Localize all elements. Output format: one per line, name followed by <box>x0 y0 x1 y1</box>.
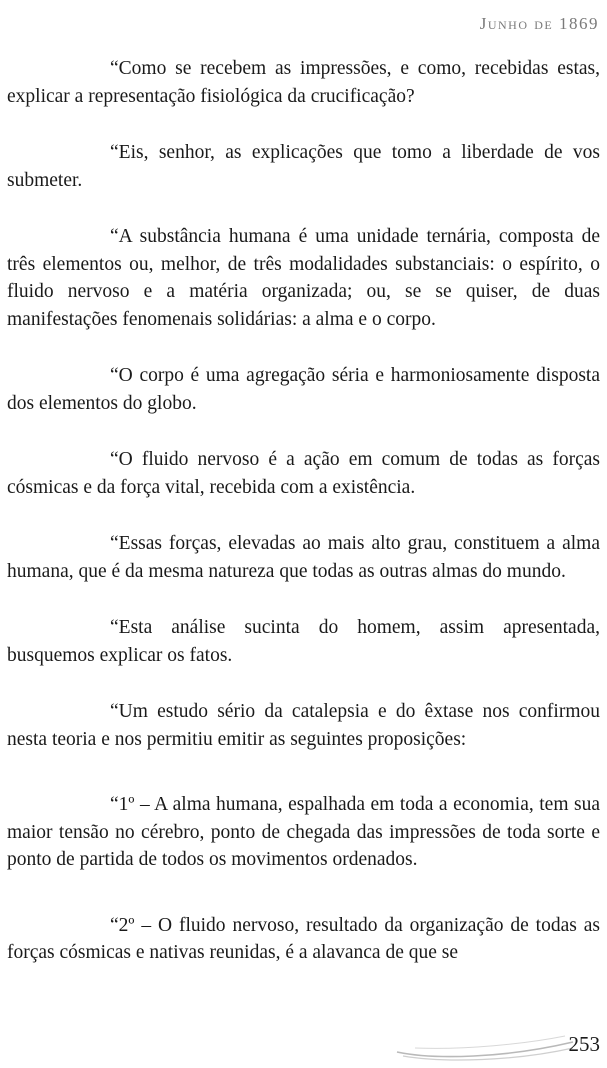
paragraph-1: “Como se recebem as impressões, e como, recebidas estas, explicar a representação fisiológica da crucificação? <box>7 58 600 107</box>
paragraph-2: “Eis, senhor, as explicações que tomo a liberdade de vos submeter. <box>7 142 600 191</box>
running-header: Junho de 1869 <box>479 14 599 33</box>
paragraph-7: “Esta análise sucinta do homem, assim apresentada, busquemos explicar os fatos. <box>7 617 600 666</box>
page-footer <box>0 1028 607 1068</box>
paragraph-9: “1º – A alma humana, espalhada em toda a economia, tem sua maior tensão no cérebro, ponto de chegada das impressões de toda sorte e ponto de partida de todos os movimentos ordenados. <box>7 794 600 870</box>
paragraph-3: “A substância humana é uma unidade ternária, composta de três elementos ou, melhor, de três modalidades substanciais: o espírito, o fluido nervoso e a matéria organizada; ou, se se quiser, de duas manifestações fenomenais solidárias: a alma e o corpo. <box>7 226 600 330</box>
page-body <box>7 55 600 967</box>
paragraph-6: “Essas forças, elevadas ao mais alto grau, constituem a alma humana, que é da mesma natureza que todas as outras almas do mundo. <box>7 533 600 582</box>
page-number: 253 <box>568 1032 600 1056</box>
paragraph-8: “Um estudo sério da catalepsia e do êxtase nos confirmou nesta teoria e nos permitiu emitir as seguintes proposições: <box>7 701 600 750</box>
swoosh-ornament-icon <box>395 1030 575 1064</box>
paragraph-5: “O fluido nervoso é a ação em comum de todas as forças cósmicas e da força vital, recebida com a existência. <box>7 449 600 498</box>
paragraph-4: “O corpo é uma agregação séria e harmoniosamente disposta dos elementos do globo. <box>7 365 600 414</box>
paragraph-10: “2º – O fluido nervoso, resultado da organização de todas as forças cósmicas e nativas reunidas, é a alavanca de que se <box>7 914 600 963</box>
